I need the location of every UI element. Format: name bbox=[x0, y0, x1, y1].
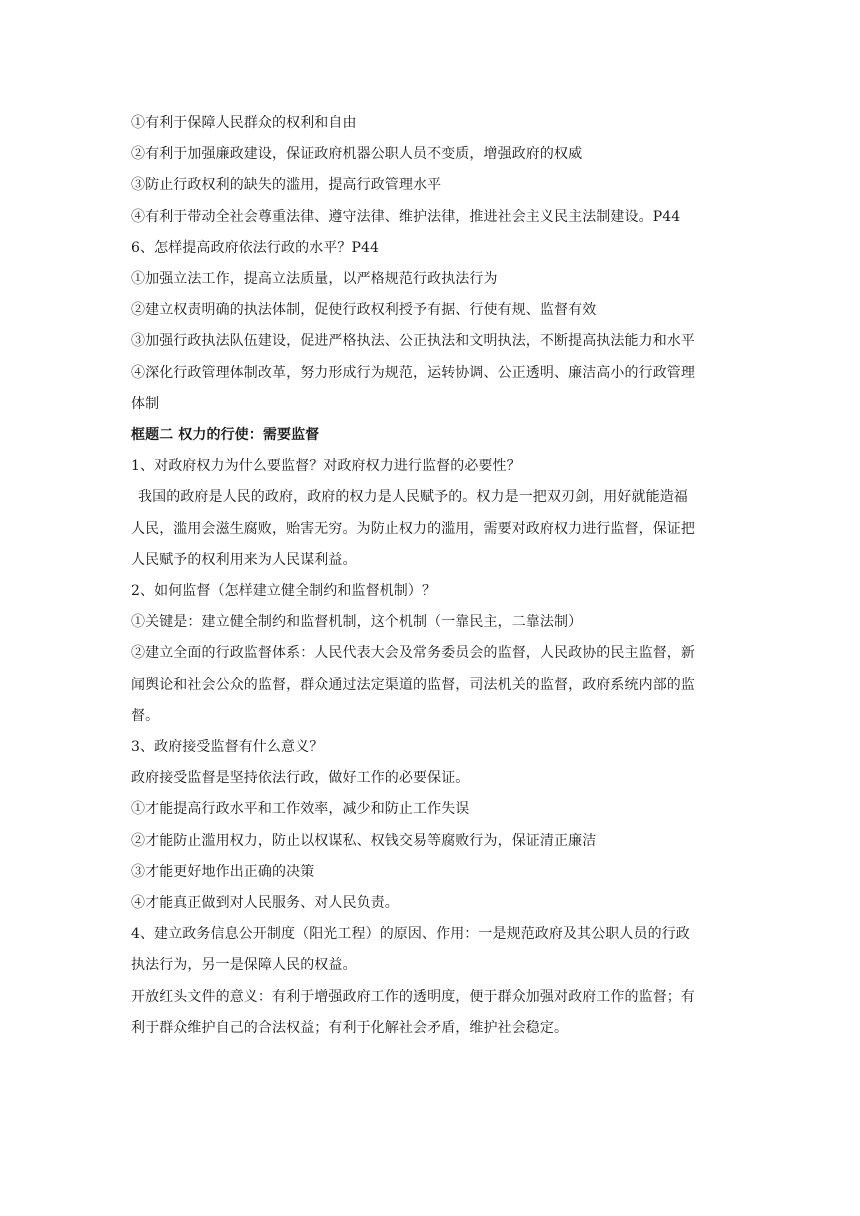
question-heading: 2、如何监督（怎样建立健全制约和监督机制）？ bbox=[131, 583, 437, 600]
question-heading: 1、对政府权力为什么要监督？对政府权力进行监督的必要性？ bbox=[131, 458, 521, 475]
answer-line: 我国的政府是人民的政府，政府的权力是人民赋予的。权力是一把双刃剑，用好就能造福 bbox=[138, 489, 688, 506]
answer-line: 政府接受监督是坚持依法行政，做好工作的必要保证。 bbox=[131, 770, 470, 787]
answer-line: ③才能更好地作出正确的决策 bbox=[131, 863, 315, 880]
section-title: 框题二 权力的行使：需要监督 bbox=[131, 427, 320, 444]
text-line: ③防止行政权利的缺失的滥用，提高行政管理水平 bbox=[131, 177, 442, 194]
answer-line: 督。 bbox=[131, 707, 160, 724]
answer-line: ④才能真正做到对人民服务、对人民负责。 bbox=[131, 895, 399, 912]
answer-line: ①才能提高行政水平和工作效率，减少和防止工作失误 bbox=[131, 801, 470, 818]
document-body bbox=[131, 108, 731, 1044]
answer-line: 开放红头文件的意义：有利于增强政府工作的透明度，便于群众加强对政府工作的监督；有 bbox=[131, 988, 695, 1005]
answer-line: ②建立全面的行政监督体系：人民代表大会及常务委员会的监督，人民政协的民主监督，新 bbox=[131, 645, 695, 662]
question-heading: 6、怎样提高政府依法行政的水平？P44 bbox=[131, 239, 380, 256]
text-line: ②有利于加强廉政建设，保证政府机器公职人员不变质，增强政府的权威 bbox=[131, 146, 583, 163]
question-heading: 3、政府接受监督有什么意义？ bbox=[131, 739, 324, 756]
text-line: ①有利于保障人民群众的权利和自由 bbox=[131, 115, 357, 131]
answer-line: ②才能防止滥用权力，防止以权谋私、权钱交易等腐败行为，保证清正廉洁 bbox=[131, 832, 597, 849]
text-line: ④有利于带动全社会尊重法律、遵守法律、维护法律，推进社会主义民主法制建设。P44 bbox=[131, 208, 681, 225]
answer-line: 执法行为，另一是保障人民的权益。 bbox=[131, 957, 357, 974]
answer-line: 闻舆论和社会公众的监督，群众通过法定渠道的监督，司法机关的监督，政府系统内部的监 bbox=[131, 676, 695, 693]
text-line: ④深化行政管理体制改革，努力形成行为规范，运转协调、公正透明、廉洁高小的行政管理 bbox=[131, 364, 695, 381]
answer-line: ①关键是：建立健全制约和监督机制，这个机制（一靠民主，二靠法制） bbox=[131, 614, 583, 631]
answer-line: 人民赋予的权利用来为人民谋利益。 bbox=[131, 551, 357, 568]
answer-line: 利于群众维护自己的合法权益；有利于化解社会矛盾，维护社会稳定。 bbox=[131, 1019, 569, 1036]
text-line: ②建立权责明确的执法体制，促使行政权利授予有据、行使有规、监督有效 bbox=[131, 302, 597, 319]
question-heading: 4、建立政务信息公开制度（阳光工程）的原因、作用：一是规范政府及其公职人员的行政 bbox=[131, 926, 690, 943]
text-line: ①加强立法工作，提高立法质量，以严格规范行政执法行为 bbox=[131, 271, 498, 288]
text-line: 体制 bbox=[131, 395, 160, 412]
answer-line: 人民，滥用会滋生腐败，贻害无穷。为防止权力的滥用，需要对政府权力进行监督，保证把 bbox=[131, 520, 695, 537]
text-line: ③加强行政执法队伍建设，促进严格执法、公正执法和文明执法，不断提高执法能力和水平 bbox=[131, 333, 695, 350]
